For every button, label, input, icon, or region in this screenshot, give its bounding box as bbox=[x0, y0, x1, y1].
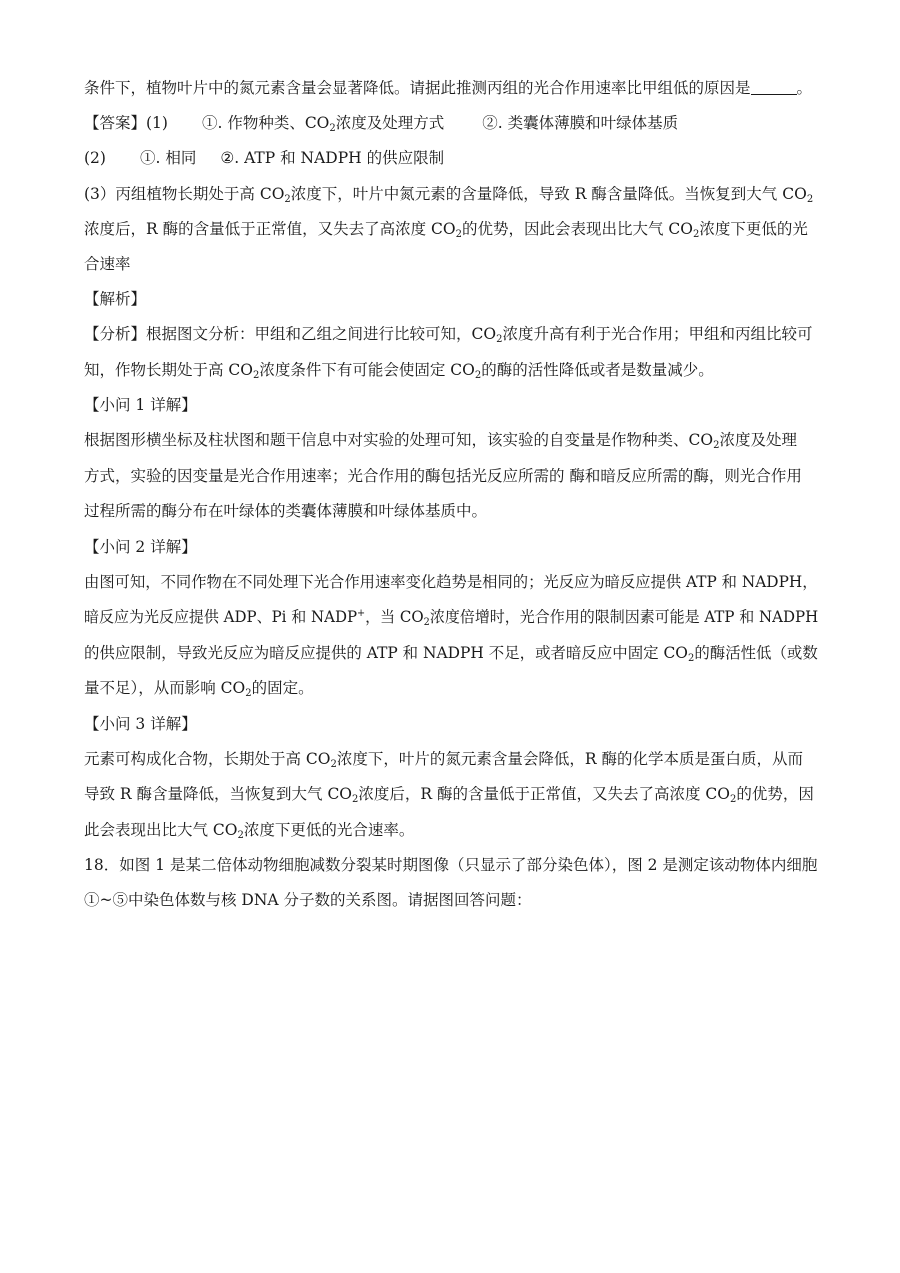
subscript-text: 2 bbox=[423, 617, 430, 628]
text-run: 浓度后，R 酶的含量低于正常值，又失去了高浓度 CO bbox=[358, 785, 730, 803]
text-run: 的优势，因此会表现出比大气 CO bbox=[461, 220, 693, 238]
subscript-text: 2 bbox=[496, 334, 503, 345]
q1-line-3 bbox=[84, 501, 487, 521]
q1-heading bbox=[84, 395, 197, 415]
q2-line-1 bbox=[84, 572, 818, 592]
text-run: 浓度下，叶片中氮元素的含量降低，导致 R 酶含量降低。当恢复到大气 CO bbox=[290, 185, 807, 203]
answer-line-1: 【答案】(1) ①. 作物种类、$CO_2$浓度及处理方式 ②. 类囊体薄膜和叶绿体基质 bbox=[84, 114, 679, 134]
text-run: 浓度倍增时，光合作用的限制因素可能是 ATP 和 NADPH bbox=[429, 608, 819, 626]
fenxi-line-1 bbox=[84, 324, 812, 344]
subscript-text: 2 bbox=[730, 794, 737, 805]
text-run: 量不足），从而影响 CO bbox=[84, 679, 246, 697]
text-run: 浓度条件下有可能会使固定 CO bbox=[259, 361, 475, 379]
question-18-line-1 bbox=[84, 855, 817, 875]
text-run: 浓度后，R 酶的含量低于正常值，又失去了高浓度 CO bbox=[84, 220, 456, 238]
text-run: 【小问 3 详解】 bbox=[84, 715, 197, 733]
answer-q3-line-2 bbox=[84, 219, 808, 239]
text-run: 由图可知，不同作物在不同处理下光合作用速率变化趋势是相同的；光反应为暗反应提供 ATP 和 NADPH， bbox=[84, 573, 818, 591]
text-run: 【小问 1 详解】 bbox=[84, 396, 197, 414]
q3-heading bbox=[84, 714, 197, 734]
fenxi-line-2 bbox=[84, 360, 714, 380]
text-run: 此会表现出比大气 CO bbox=[84, 821, 238, 839]
text-run: 过程所需的酶分布在叶绿体的类囊体薄膜和叶绿体基质中。 bbox=[84, 502, 488, 520]
text-run: 浓度下更低的光合速率。 bbox=[243, 821, 415, 839]
text-run: 的固定。 bbox=[251, 679, 314, 697]
q1-line-1 bbox=[84, 430, 797, 450]
q2-line-2 bbox=[84, 607, 818, 627]
text-run: 【解析】 bbox=[84, 290, 147, 308]
text-run: ，当 CO bbox=[365, 608, 424, 626]
subscript-text: 2 bbox=[455, 229, 462, 240]
q2-heading bbox=[84, 537, 197, 557]
answer-line-2: (2) ①. 相同 ②. ATP 和 NADPH 的供应限制 bbox=[84, 149, 445, 167]
text-run: 根据图形横坐标及柱状图和题干信息中对实验的处理可知，该实验的自变量是作物种类、CO bbox=[84, 431, 714, 449]
q3-line-2 bbox=[84, 784, 814, 804]
q2-line-4 bbox=[84, 678, 314, 698]
subscript-text: 2 bbox=[713, 440, 720, 451]
subscript-text: 2 bbox=[474, 370, 482, 381]
intro-line: 条件下，植物叶片中的氮元素含量会显著降低。请据此推测丙组的光合作用速率比甲组低的原因是 。 bbox=[84, 79, 813, 97]
subscript-text: 2 bbox=[245, 688, 252, 699]
answer-blank bbox=[751, 80, 797, 95]
text-run: 的优势，因 bbox=[736, 785, 814, 803]
superscript-text: + bbox=[357, 608, 366, 619]
subscript-text: 2 bbox=[253, 370, 260, 381]
subscript-text: 2 bbox=[687, 653, 695, 664]
text-run: 导致 R 酶含量降低，当恢复到大气 CO bbox=[84, 785, 353, 803]
text-run: 的供应限制，导致光反应为暗反应提供的 ATP 和 NADPH 不足，或者暗反应中固定 CO bbox=[84, 644, 688, 662]
answer-q3-line-3 bbox=[84, 254, 131, 274]
subscript-text: 2 bbox=[237, 830, 244, 841]
text-run: 的酶的活性降低或者是数量减少。 bbox=[481, 361, 714, 379]
analysis-heading bbox=[84, 289, 146, 309]
subscript-text: 2 bbox=[284, 194, 291, 205]
text-run: 方式，实验的因变量是光合作用速率；光合作用的酶包括光反应所需的 酶和暗反应所需的酶，则光合作用 bbox=[84, 467, 802, 485]
text-run: 暗反应为光反应提供 ADP、Pi 和 NADP bbox=[84, 608, 358, 626]
text-run: 浓度及处理 bbox=[719, 431, 797, 449]
subscript-text: 2 bbox=[352, 794, 359, 805]
subscript-text: 2 bbox=[692, 229, 700, 240]
text-run: 知，作物长期处于高 CO bbox=[84, 361, 253, 379]
text-run: 浓度下，叶片的氮元素含量会降低，R 酶的化学本质是蛋白质，从而 bbox=[336, 750, 803, 768]
text-run: 合速率 bbox=[84, 255, 131, 273]
text-run: ①~⑤中染色体数与核 DNA 分子数的关系图。请据图回答问题： bbox=[84, 891, 532, 909]
text-run: 【分析】根据图文分析：甲组和乙组之间进行比较可知，CO bbox=[84, 325, 497, 343]
answer-q3-line-1 bbox=[84, 184, 813, 204]
text-run: 的酶活性低（或数 bbox=[694, 644, 818, 662]
text-run: 元素可构成化合物，长期处于高 CO bbox=[84, 750, 331, 768]
q3-line-3 bbox=[84, 820, 414, 840]
subscript-text: 2 bbox=[330, 759, 337, 770]
q2-line-3 bbox=[84, 643, 818, 663]
text-run: 浓度升高有利于光合作用；甲组和丙组比较可 bbox=[502, 325, 813, 343]
text-run: 【小问 2 详解】 bbox=[84, 538, 197, 556]
text-run: 18．如图 1 是某二倍体动物细胞减数分裂某时期图像（只显示了部分染色体），图 2 是测定该动物体内细胞 bbox=[84, 856, 818, 874]
text-run: 浓度下更低的光 bbox=[699, 220, 808, 238]
subscript-text: 2 bbox=[806, 194, 814, 205]
text-run: (3）丙组植物长期处于高 CO bbox=[84, 185, 285, 203]
q1-line-2 bbox=[84, 466, 802, 486]
q3-line-1 bbox=[84, 749, 803, 769]
question-18-line-2 bbox=[84, 890, 532, 910]
